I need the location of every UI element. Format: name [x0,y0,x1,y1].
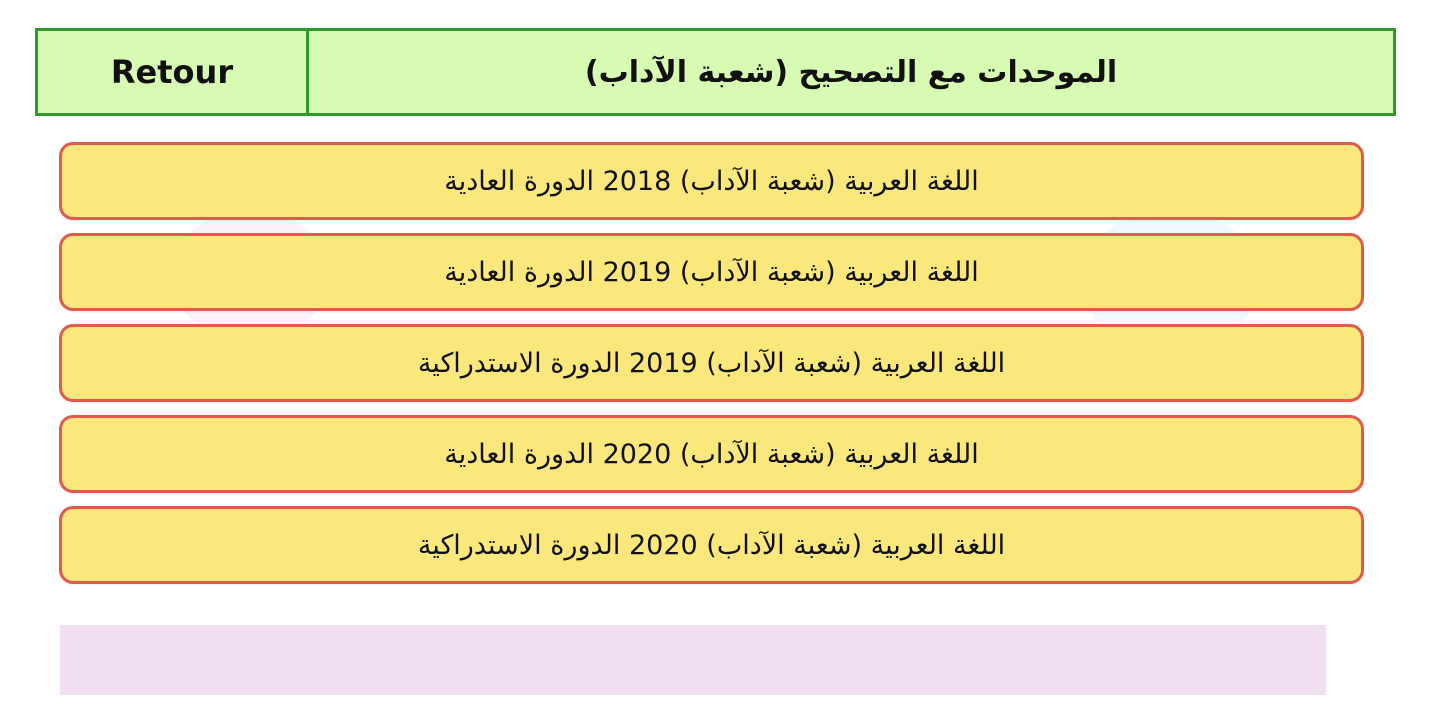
watermark-band [60,625,1326,695]
list-item[interactable]: اللغة العربية (شعبة الآداب) 2018 الدورة العادية [59,142,1364,220]
header-bar [35,28,1396,116]
list-item[interactable]: اللغة العربية (شعبة الآداب) 2019 الدورة الاستدراكية [59,324,1364,402]
page-title: الموحدات مع التصحيح (شعبة الآداب) [309,28,1396,116]
list-item[interactable]: اللغة العربية (شعبة الآداب) 2020 الدورة الاستدراكية [59,506,1364,584]
list-item[interactable]: اللغة العربية (شعبة الآداب) 2020 الدورة العادية [59,415,1364,493]
exam-list [59,142,1364,597]
list-item[interactable]: اللغة العربية (شعبة الآداب) 2019 الدورة العادية [59,233,1364,311]
back-button[interactable]: Retour [35,28,309,116]
